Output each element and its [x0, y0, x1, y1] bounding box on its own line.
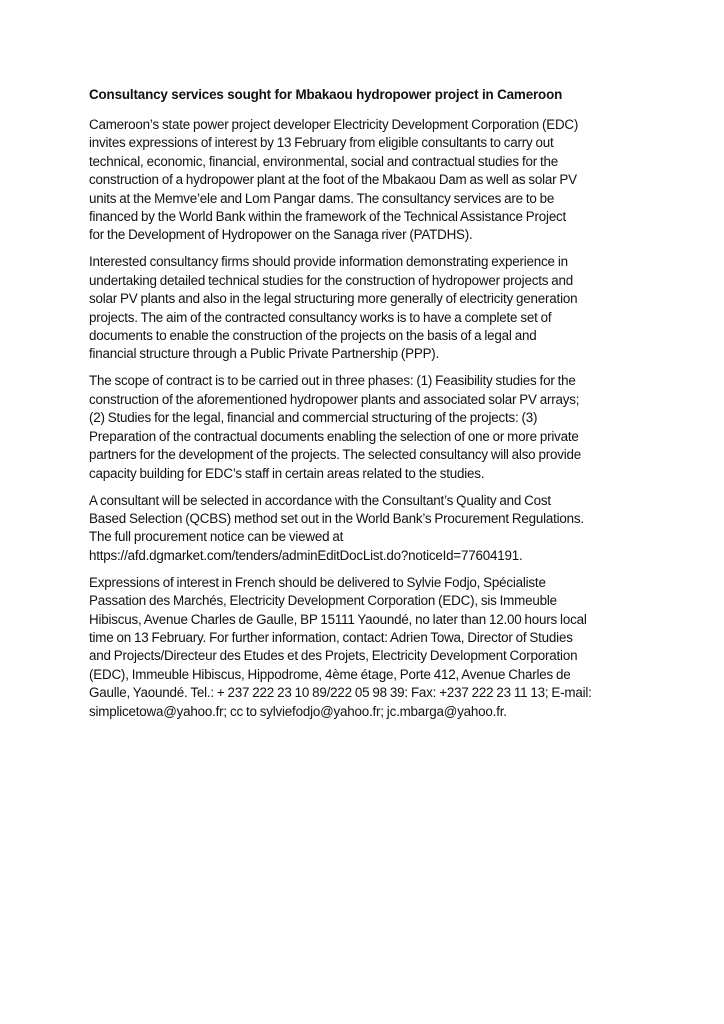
- text-line: Passation des Marchés, Electricity Development Corporation (EDC), sis Immeuble: [89, 593, 557, 609]
- text-line: capacity building for EDC’s staff in certain areas related to the studies.: [89, 465, 485, 481]
- paragraph-firm-requirements: [89, 253, 641, 363]
- text-line: Gaulle, Yaoundé. Tel.: + 237 222 23 10 89/222 05 98 39: Fax: +237 222 23 11 13; E-mail:: [89, 685, 592, 701]
- text-line: Cameroon’s state power project developer Electricity Development Corporation (EDC): [89, 117, 579, 132]
- text-line: technical, economic, financial, environmental, social and contractual studies for the: [89, 153, 559, 169]
- text-line: units at the Memve’ele and Lom Pangar dams. The consultancy services are to be: [89, 190, 555, 206]
- paragraph-intro: [89, 116, 641, 245]
- text-line: solar PV plants and also in the legal structuring more generally of electricity generation: [89, 291, 578, 307]
- text-line: for the Development of Hydropower on the Sanaga river (PATDHS).: [89, 227, 473, 243]
- text-line: construction of a hydropower plant at the foot of the Mbakaou Dam as well as solar PV: [89, 172, 577, 188]
- text-line: and Projects/Directeur des Etudes et des Projets, Electricity Development Corporation: [89, 648, 578, 664]
- text-line: Based Selection (QCBS) method set out in the World Bank’s Procurement Regulations.: [89, 510, 584, 526]
- text-line: The full procurement notice can be viewed at: [89, 529, 344, 545]
- text-line: financed by the World Bank within the framework of the Technical Assistance Project: [89, 209, 567, 225]
- document-title: Consultancy services sought for Mbakaou hydropower project in Cameroon: [89, 87, 563, 102]
- contact-emails: simplicetowa@yahoo.fr; cc to sylviefodjo@yahoo.fr; jc.mbarga@yahoo.fr.: [89, 703, 507, 719]
- paragraph-scope: [89, 372, 641, 482]
- text-line: (2) Studies for the legal, financial and commercial structuring of the projects: (3): [89, 410, 538, 426]
- text-line: Preparation of the contractual documents enabling the selection of one or more private: [89, 428, 579, 444]
- text-line: (EDC), Immeuble Hibiscus, Hippodrome, 4ème étage, Porte 412, Avenue Charles de: [89, 666, 571, 682]
- text-line: Expressions of interest in French should be delivered to Sylvie Fodjo, Spécialiste: [89, 574, 546, 590]
- text-line: Interested consultancy firms should provide information demonstrating experience in: [89, 254, 568, 270]
- paragraph-contact: [89, 574, 641, 721]
- text-line: The scope of contract is to be carried out in three phases: (1) Feasibility studies for the: [89, 373, 576, 389]
- text-line: time on 13 February. For further information, contact: Adrien Towa, Director of Studies: [89, 629, 573, 645]
- paragraph-selection: [89, 492, 641, 566]
- text-line: financial structure through a Public Private Partnership (PPP).: [89, 346, 440, 362]
- text-line: invites expressions of interest by 13 February from eligible consultants to carry out: [89, 135, 554, 151]
- text-line: A consultant will be selected in accordance with the Consultant’s Quality and Cost: [89, 492, 551, 508]
- text-line: Hibiscus, Avenue Charles de Gaulle, BP 15111 Yaoundé, no later than 12.00 hours local: [89, 611, 587, 627]
- document-page: [89, 86, 641, 730]
- text-line: partners for the development of the projects. The selected consultancy will also provide: [89, 447, 581, 463]
- text-line: documents to enable the construction of the projects on the basis of a legal and: [89, 328, 537, 344]
- text-line: projects. The aim of the contracted consultancy works is to have a complete set of: [89, 309, 552, 325]
- text-line: construction of the aforementioned hydropower plants and associated solar PV arrays;: [89, 391, 580, 407]
- text-line: undertaking detailed technical studies for the construction of hydropower projects and: [89, 272, 573, 288]
- procurement-url: https://afd.dgmarket.com/tenders/adminEditDocList.do?noticeId=77604191.: [89, 547, 523, 563]
